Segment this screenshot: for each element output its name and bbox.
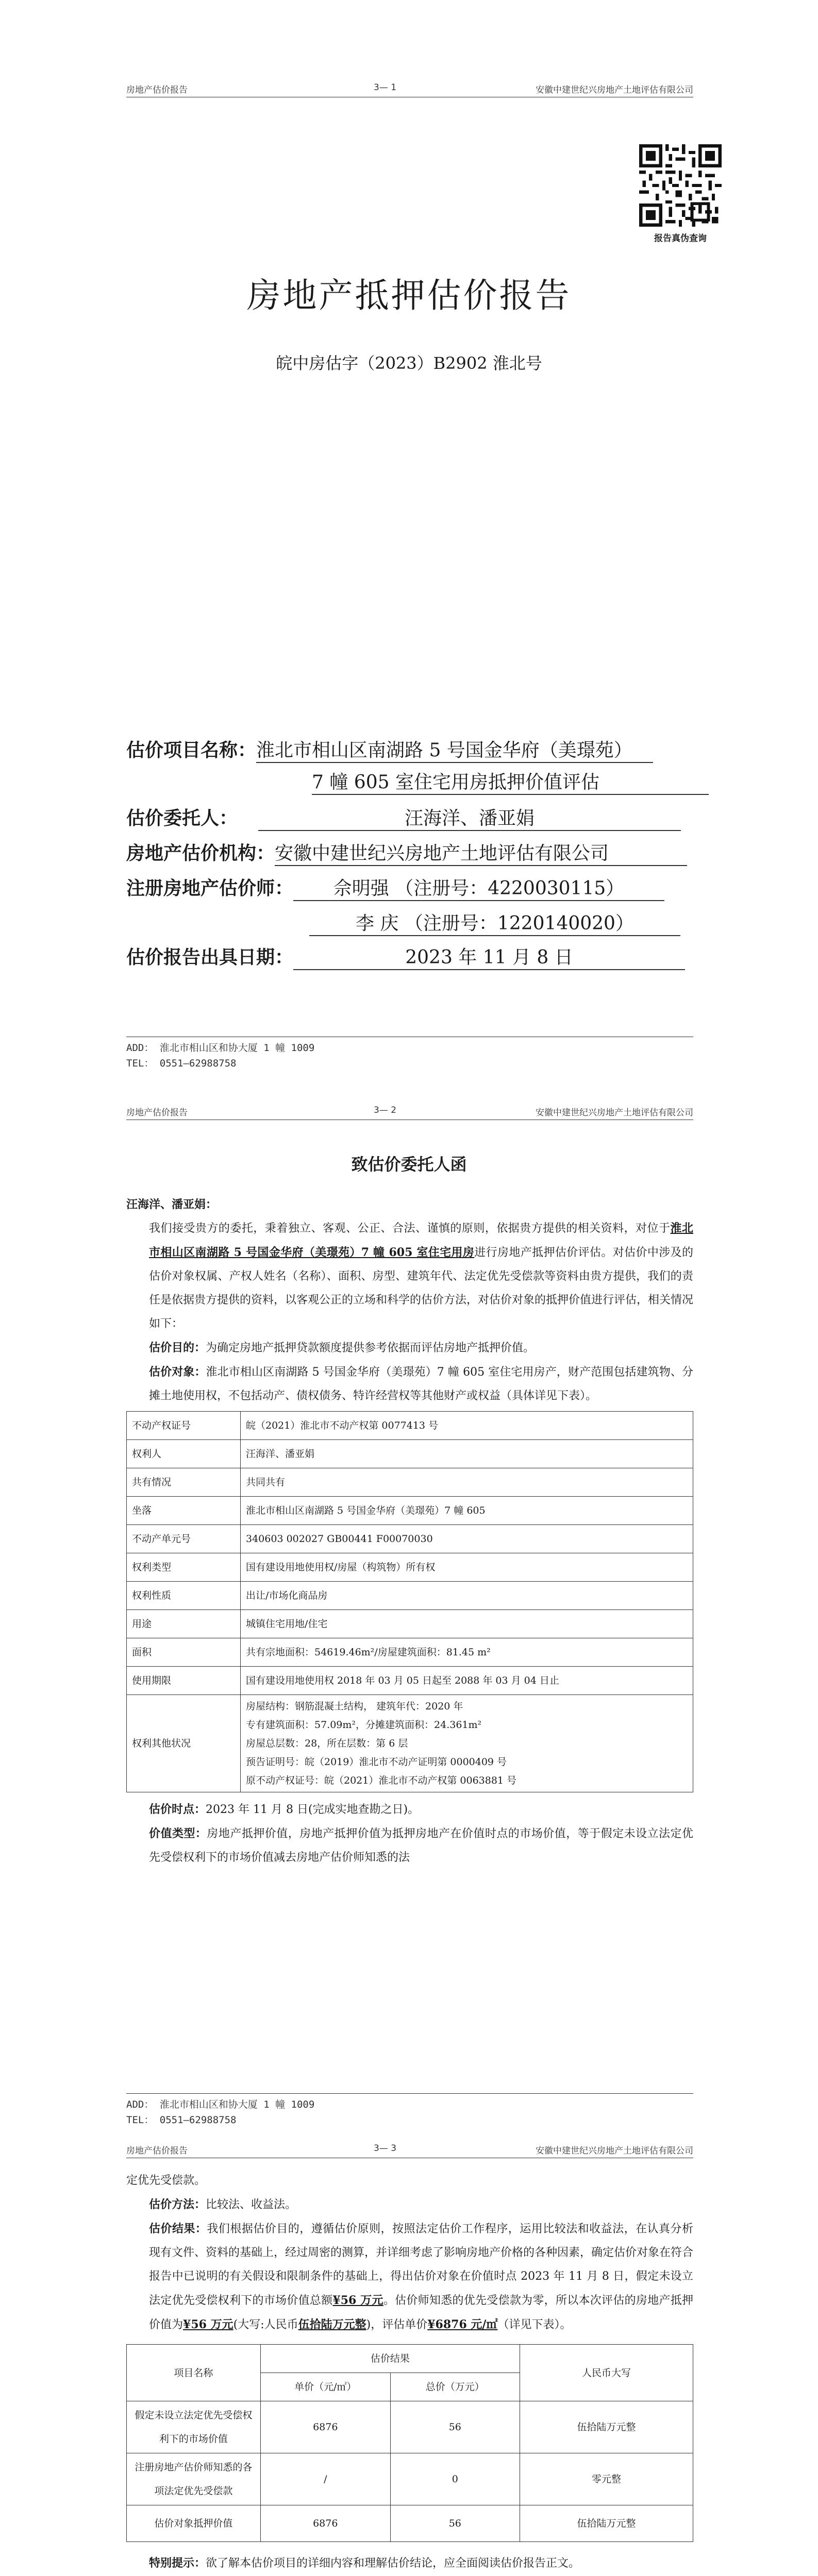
mortgage-value-words: 伍拾陆万元整 — [298, 2318, 366, 2331]
date-value: 2023 年 11 月 8 日 — [293, 943, 685, 970]
col-rmb: 人民币大写 — [520, 2345, 693, 2401]
header-left: 房地产估价报告 — [126, 1108, 188, 1118]
result-table-row — [127, 2453, 693, 2505]
qr-caption: 报告真伪查询 — [654, 233, 707, 244]
appraiser-row — [126, 874, 664, 901]
special-label: 特别提示： — [149, 2556, 206, 2570]
result-item-name: 估价对象抵押价值 — [127, 2505, 261, 2542]
page-header — [126, 1105, 693, 1120]
result-table — [126, 2344, 693, 2542]
page-footer — [126, 1037, 693, 1071]
result-total-price: 56 — [390, 2505, 520, 2542]
result-table-row — [127, 2401, 693, 2453]
property-table-row — [127, 1497, 693, 1525]
footer-address: ADD： 淮北市相山区和协大厦 1 幢 1009 — [126, 2099, 315, 2110]
col-unit: 单价（元/㎡） — [260, 2373, 390, 2401]
result-text-c: 。估价师知悉的优先受偿款为零，所以本次评估的房地产抵押价值为 — [149, 2294, 693, 2331]
property-field-value: 城镇住宅用地/住宅 — [241, 1610, 693, 1638]
client-row — [126, 804, 681, 831]
other-status-line: 房屋结构：钢筋混凝土结构， 建筑年代：2020 年 — [246, 1701, 463, 1712]
result-text-a: 我们根据估价目的，遵循估价原则，按照法定估价工作程序，运用比较法和收益法，在认真分析现有文件、资料的基础上，经过周密的测算，并详细考虑了影响房地产价格的各种因素，确定估价对象在符合报告中已说明的有关假设和限制条件的基础上，得出估价对象在价值时点 2023 年 11 月 8 日，假定未设立法定优先受偿权利下的市场价值总额 — [149, 2223, 694, 2307]
property-field-label: 用途 — [127, 1610, 241, 1638]
org-value: 安徽中建世纪兴房地产土地评估有限公司 — [275, 839, 687, 866]
property-field-value: 出让/市场化商品房 — [241, 1582, 693, 1610]
property-table-row — [127, 1695, 693, 1792]
unit-price: ¥6876 元/㎡ — [427, 2318, 498, 2331]
date-row — [126, 943, 685, 970]
results-body — [126, 2169, 693, 2575]
col-result: 估价结果 — [260, 2345, 520, 2373]
time-paragraph — [126, 1798, 693, 1822]
result-item-name: 注册房地产估价师知悉的各项法定优先受偿款 — [127, 2453, 261, 2505]
results-page — [0, 2143, 818, 2576]
appraiser-1: 佘明强 （注册号：4220030115） — [293, 874, 664, 901]
result-item-name: 假定未设立法定优先受偿权利下的市场价值 — [127, 2401, 261, 2453]
property-field-label: 权利性质 — [127, 1582, 241, 1610]
result-total-price: 0 — [390, 2453, 520, 2505]
special-text: 欲了解本估价项目的详细内容和理解估价结论，应全面阅读估价报告正文。 — [206, 2557, 580, 2570]
project-name-label: 估价项目名称： — [126, 739, 257, 761]
property-field-label: 权利人 — [127, 1440, 241, 1468]
org-row — [126, 839, 687, 866]
property-table — [126, 1411, 693, 1792]
result-text-g: )，评估单价 — [366, 2318, 428, 2331]
page-header — [126, 82, 693, 97]
project-name-row-2 — [312, 768, 709, 795]
property-field-value: 国有建设用地使用权 2018 年 03 月 05 日起至 2088 年 03 月 04 日止 — [241, 1667, 693, 1695]
time-label: 估价时点： — [149, 1803, 206, 1816]
header-right: 安徽中建世纪兴房地产土地评估有限公司 — [536, 1108, 693, 1118]
result-table-row — [127, 2505, 693, 2542]
project-name-value: 淮北市相山区南湖路 5 号国金华府（美璟苑） — [256, 736, 653, 763]
property-field-label: 权利类型 — [127, 1553, 241, 1582]
method-paragraph — [126, 2193, 693, 2217]
method-label: 估价方法： — [149, 2198, 206, 2211]
type-text-b: 定优先受偿款。 — [126, 2174, 206, 2187]
appraiser-row-2 — [309, 909, 680, 936]
property-table-row — [127, 1525, 693, 1553]
page-header — [126, 2143, 693, 2158]
other-status-line: 原不动产权证号：皖（2021）淮北市不动产权第 0063881 号 — [246, 1775, 517, 1786]
property-field-label: 共有情况 — [127, 1468, 241, 1497]
qr-code-icon[interactable] — [639, 144, 722, 227]
report-title: 房地产抵押估价报告 — [246, 276, 572, 315]
property-field-value: 皖（2021）淮北市不动产权第 0077413 号 — [241, 1412, 693, 1440]
result-label: 估价结果： — [149, 2222, 207, 2235]
appraiser-label: 注册房地产估价师： — [126, 877, 294, 899]
result-text-i: （详见下表）。 — [497, 2318, 572, 2331]
result-paragraph — [126, 2217, 693, 2337]
result-rmb-words: 伍拾陆万元整 — [520, 2401, 693, 2453]
property-field-label: 坐落 — [127, 1497, 241, 1525]
object-label: 估价对象： — [149, 1365, 206, 1379]
project-name-row — [126, 736, 653, 763]
project-name-value-2: 7 幢 605 室住宅用房抵押价值评估 — [312, 768, 709, 795]
purpose-text: 为确定房地产抵押贷款额度提供参考依据而评估房地产抵押价值。 — [206, 1342, 535, 1354]
col-item: 项目名称 — [127, 2345, 261, 2401]
other-status-line: 预告证明号：皖（2019）淮北市不动产证明第 0000409 号 — [246, 1756, 507, 1768]
property-field-label: 使用期限 — [127, 1667, 241, 1695]
date-label: 估价报告出具日期： — [126, 946, 294, 968]
property-field-value: 共有宗地面积：54619.46m²/房屋建筑面积：81.45 m² — [241, 1638, 693, 1667]
result-unit-price: 6876 — [260, 2401, 390, 2453]
header-page-number: 3— 1 — [374, 82, 397, 93]
type-paragraph — [126, 1822, 693, 1870]
header-page-number: 3— 3 — [374, 2143, 397, 2154]
property-other-status — [241, 1695, 693, 1792]
footer-tel: TEL： 0551—62988758 — [126, 2114, 237, 2126]
result-rmb-words: 零元整 — [520, 2453, 693, 2505]
property-table-row — [127, 1610, 693, 1638]
intro-text-c: 进行房地产抵押估价评估。对估价中涉及的估价对象权属、产权人姓名（名称）、面积、房型、建筑年代、法定优先受偿款等资料由贵方提供，我们的责任是依据贵方提供的资料，以客观公正的立场和科学的估价方法，对估价对象的抵押价值进行评估，相关情况如下： — [149, 1246, 694, 1330]
header-left: 房地产估价报告 — [126, 85, 188, 95]
report-number: 皖中房估字（2023）B2902 淮北号 — [276, 353, 542, 373]
header-right: 安徽中建世纪兴房地产土地评估有限公司 — [536, 85, 693, 95]
salutation: 汪海洋、潘亚娟： — [126, 1198, 218, 1211]
property-table-row — [127, 1667, 693, 1695]
special-paragraph — [126, 2551, 693, 2575]
cover-page — [0, 0, 818, 1087]
purpose-label: 估价目的： — [149, 1341, 206, 1354]
property-field-value: 汪海洋、潘亚娟 — [241, 1440, 693, 1468]
client-label: 估价委托人： — [126, 807, 238, 829]
client-value: 汪海洋、潘亚娟 — [258, 804, 681, 831]
page-footer — [126, 2093, 693, 2128]
property-table-row — [127, 1553, 693, 1582]
letter-body — [126, 1193, 693, 1870]
footer-address: ADD： 淮北市相山区和协大厦 1 幢 1009 — [126, 1042, 315, 1054]
header-page-number: 3— 2 — [374, 1105, 397, 1115]
property-field-label: 面积 — [127, 1638, 241, 1667]
property-table-row — [127, 1638, 693, 1667]
result-rmb-words: 伍拾陆万元整 — [520, 2505, 693, 2542]
property-field-label: 不动产单元号 — [127, 1525, 241, 1553]
property-field-value: 国有建设用地使用权/房屋（构筑物）所有权 — [241, 1553, 693, 1582]
other-status-line: 房屋总层数：28，所在层数：第 6 层 — [246, 1738, 408, 1749]
intro-text-a: 我们接受贵方的委托，秉着独立、客观、公正、合法、谨慎的原则，依据贵方提供的相关资料，对位于 — [149, 1222, 671, 1235]
property-field-label: 权利其他状况 — [127, 1695, 241, 1792]
property-field-value: 共同共有 — [241, 1468, 693, 1497]
mortgage-value-total: ¥56 万元 — [183, 2318, 233, 2331]
market-value-total: ¥56 万元 — [332, 2294, 383, 2307]
other-status-line: 专有建筑面积：57.09m²，分摊建筑面积：24.361m² — [246, 1719, 482, 1731]
result-text-e: (大写:人民币 — [233, 2318, 298, 2331]
intro-paragraph — [126, 1216, 693, 1336]
appraiser-2: 李 庆 （注册号：1220140020） — [309, 909, 680, 936]
col-total: 总价（万元） — [390, 2373, 520, 2401]
letter-title: 致估价委托人函 — [351, 1155, 467, 1174]
property-address: 淮北市相山区南湖路 5 号国金华府（美璟苑）7 幢 605 室住宅用房 — [149, 1222, 693, 1259]
object-text: 淮北市相山区南湖路 5 号国金华府（美璟苑）7 幢 605 室住宅用房产，财产范围包括建筑物、分摊土地使用权，不包括动产、债权债务、特许经营权等其他财产或权益（具体详见下表）。 — [149, 1366, 693, 1402]
footer-tel: TEL： 0551—62988758 — [126, 1058, 237, 1069]
result-unit-price: / — [260, 2453, 390, 2505]
property-table-row — [127, 1440, 693, 1468]
object-paragraph — [126, 1360, 693, 1408]
result-total-price: 56 — [390, 2401, 520, 2453]
org-label: 房地产估价机构： — [126, 842, 275, 864]
type-label: 价值类型： — [149, 1827, 207, 1840]
method-text: 比较法、收益法。 — [206, 2198, 297, 2211]
property-field-label: 不动产权证号 — [127, 1412, 241, 1440]
property-table-row — [127, 1412, 693, 1440]
type-text-a: 房地产抵押价值，房地产抵押价值为抵押房地产在价值时点的市场价值，等于假定未设立法定优先受偿权利下的市场价值减去房地产估价师知悉的法 — [149, 1827, 693, 1864]
header-left: 房地产估价报告 — [126, 2146, 188, 2156]
letter-page — [0, 1095, 818, 2136]
result-unit-price: 6876 — [260, 2505, 390, 2542]
property-field-value: 340603 002027 GB00441 F00070030 — [241, 1525, 693, 1553]
property-field-value: 淮北市相山区南湖路 5 号国金华府（美璟苑）7 幢 605 — [241, 1497, 693, 1525]
purpose-paragraph — [126, 1336, 693, 1360]
header-right: 安徽中建世纪兴房地产土地评估有限公司 — [536, 2146, 693, 2156]
property-table-row — [127, 1468, 693, 1497]
property-table-row — [127, 1582, 693, 1610]
time-text: 2023 年 11 月 8 日(完成实地查勘之日)。 — [206, 1803, 420, 1816]
